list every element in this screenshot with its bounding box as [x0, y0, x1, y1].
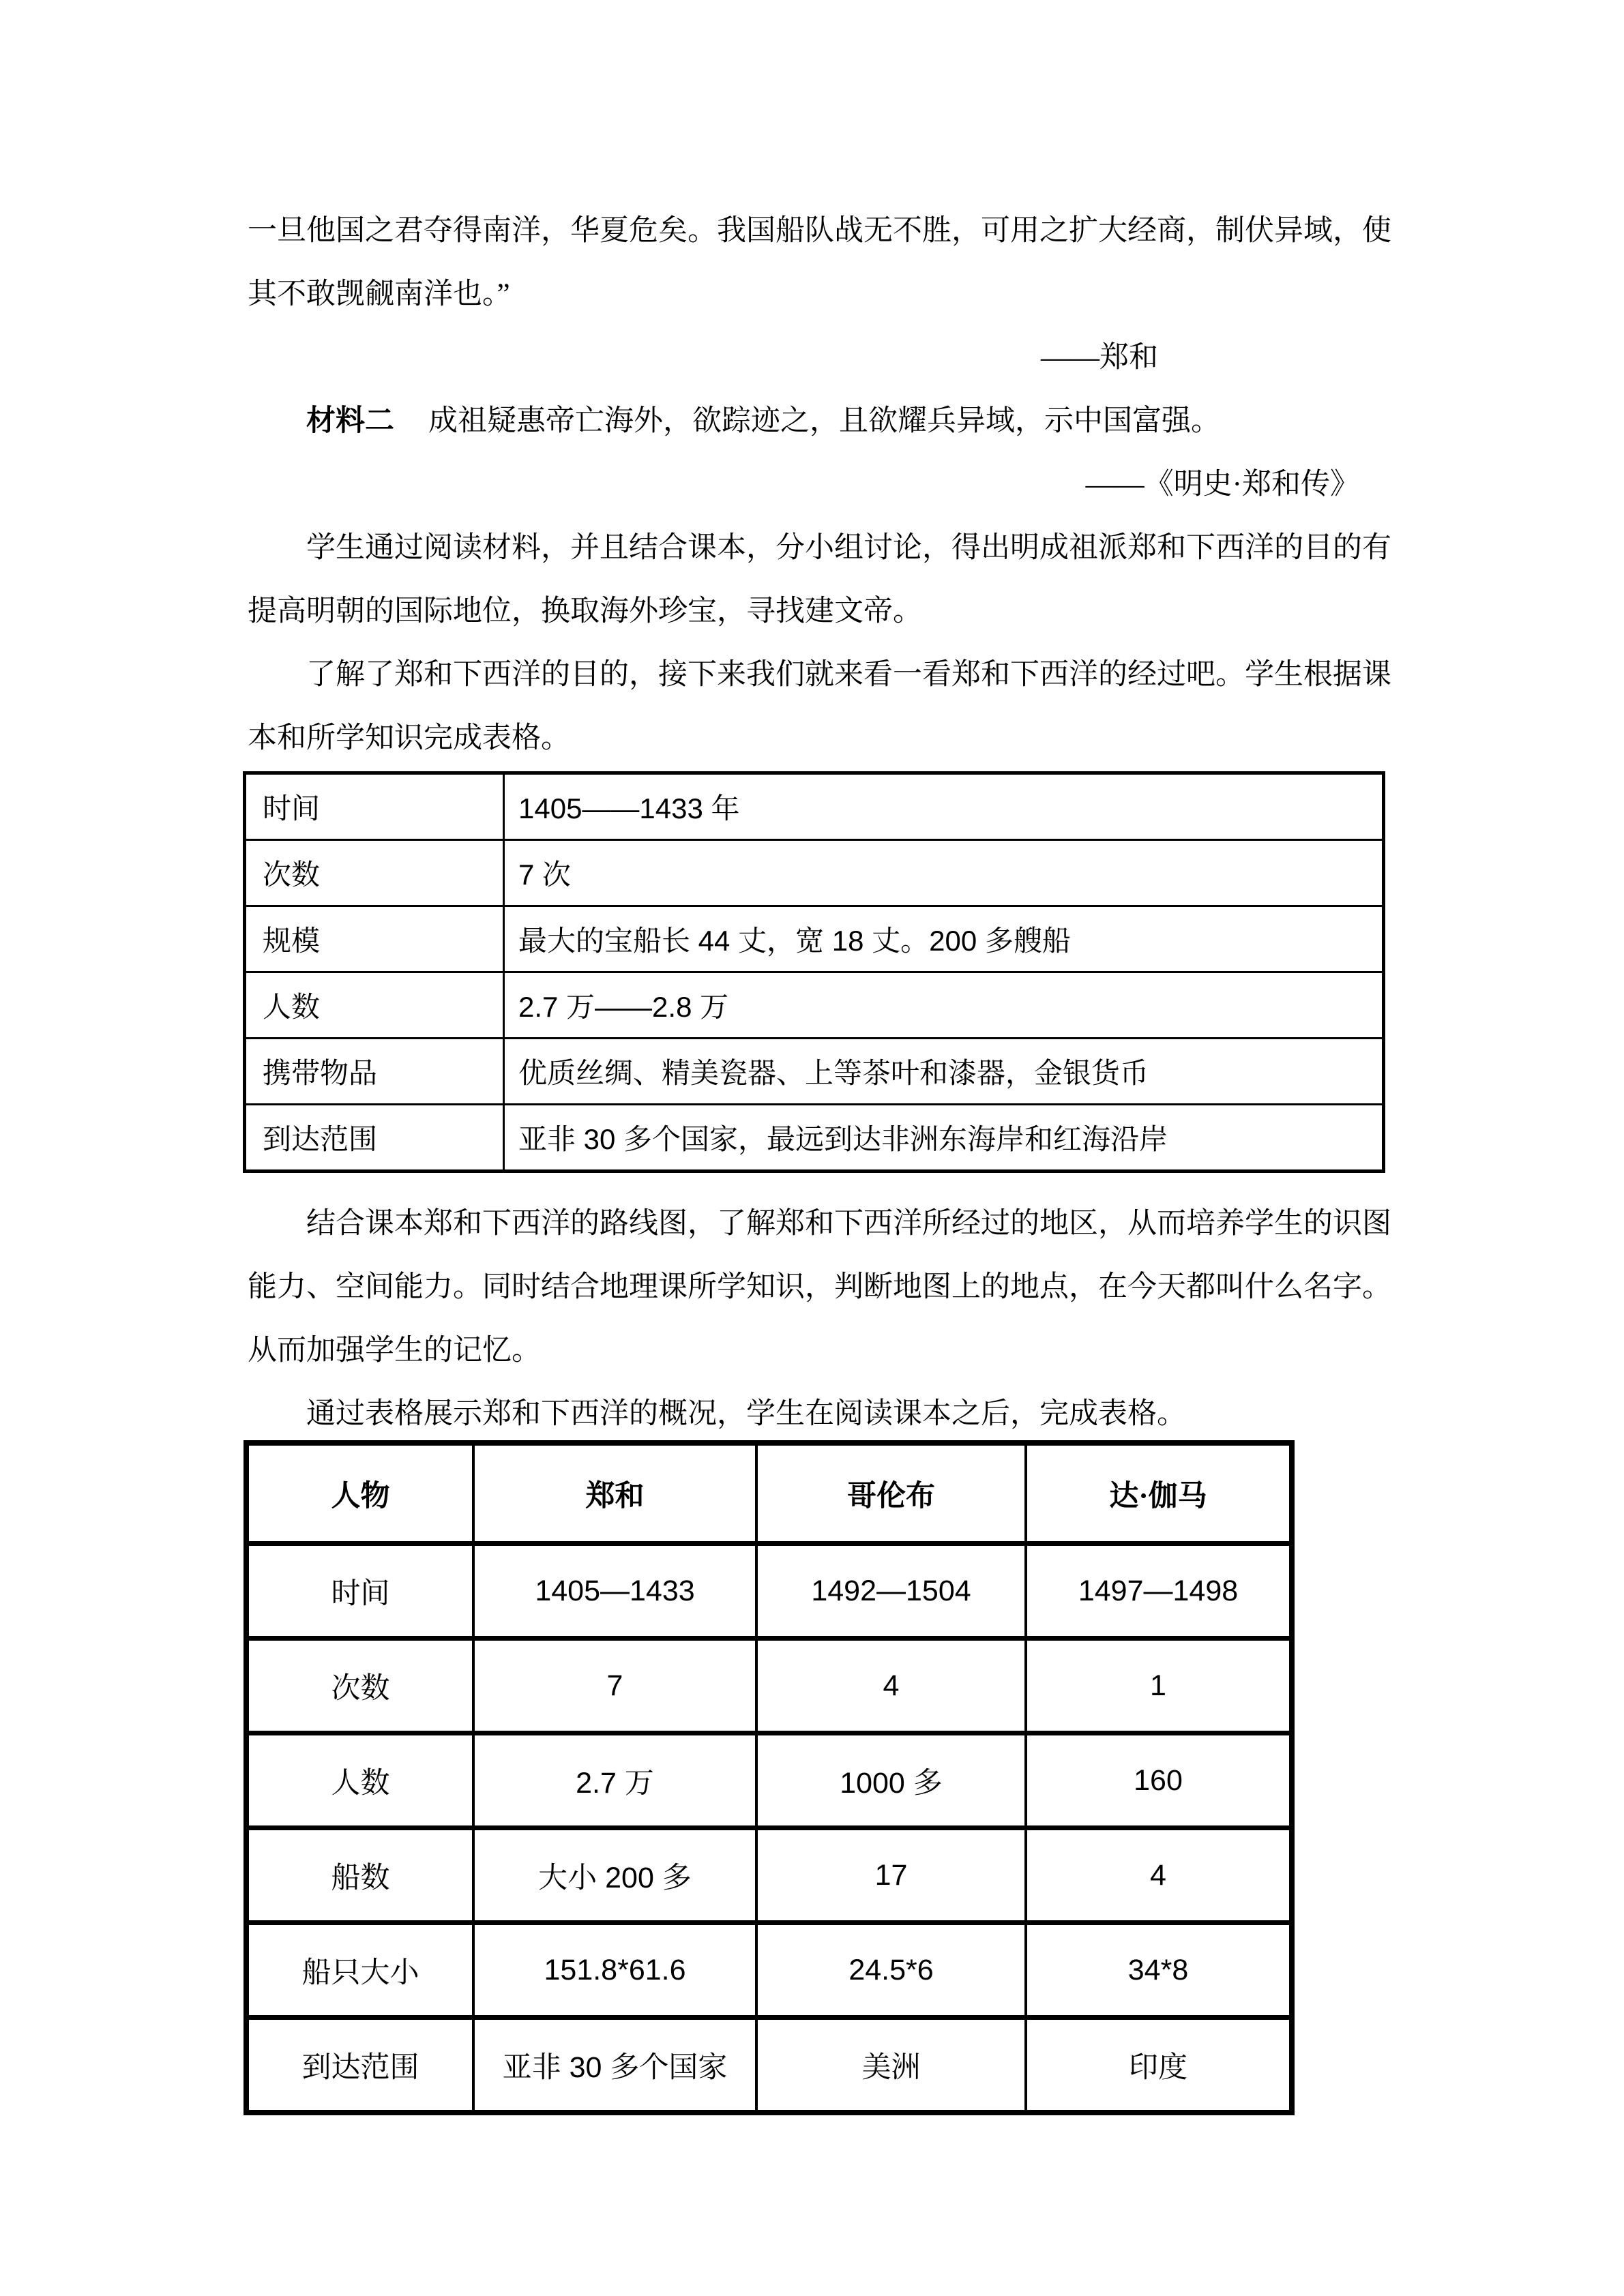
row-value: 2.7 万——2.8 万: [504, 972, 1384, 1039]
table-row: [246, 1544, 1292, 1639]
cell-columbus: 24.5*6: [756, 1923, 1026, 2018]
para-map-line-2: 能力、空间能力。同时结合地理课所学知识，判断地图上的地点，在今天都叫什么名字。: [248, 1271, 1391, 1303]
cell-columbus: 1000 多: [756, 1733, 1026, 1828]
table-row: [245, 972, 1384, 1039]
cell-zhenghe: 大小 200 多: [473, 1828, 756, 1923]
cell-zhenghe: 2.7 万: [473, 1733, 756, 1828]
row-label: 到达范围: [245, 1105, 504, 1172]
cell-zhenghe: 151.8*61.6: [473, 1923, 756, 2018]
cell-columbus: 4: [756, 1639, 1026, 1733]
quote-line-2: 其不敢觊觎南洋也。”: [248, 278, 510, 310]
quote-attribution: ——郑和: [1041, 342, 1158, 374]
cell-dagama: 4: [1026, 1828, 1292, 1923]
cell-zhenghe: 亚非 30 多个国家: [473, 2018, 756, 2113]
para-process-line-2: 本和所学知识完成表格。: [248, 722, 570, 754]
table-row: [245, 1039, 1384, 1105]
table-row: [246, 1639, 1292, 1733]
row-label: 规模: [245, 906, 504, 972]
material2-line: [248, 389, 1380, 453]
row-label: 到达范围: [246, 2018, 473, 2113]
material2-attribution: ——《明史·郑和传》: [1085, 468, 1359, 501]
voyage-summary-table: [243, 771, 1385, 1173]
row-label: 人数: [246, 1733, 473, 1828]
cell-columbus: 美洲: [756, 2018, 1026, 2113]
cell-zhenghe: 1405—1433: [473, 1544, 756, 1639]
cell-dagama: 印度: [1026, 2018, 1292, 2113]
para-map-line-3: 从而加强学生的记忆。: [248, 1335, 541, 1367]
row-label: 次数: [246, 1639, 473, 1733]
row-value: 亚非 30 多个国家，最远到达非洲东海岸和红海沿岸: [504, 1105, 1384, 1172]
row-label: 船数: [246, 1828, 473, 1923]
header-cell: 郑和: [473, 1443, 756, 1544]
row-label: 时间: [245, 773, 504, 840]
cell-zhenghe: 7: [473, 1639, 756, 1733]
para-purpose-line-2: 提高明朝的国际地位，换取海外珍宝，寻找建文帝。: [248, 595, 922, 627]
table-row: [245, 773, 1384, 840]
table-row: [245, 840, 1384, 906]
table-row: [246, 1733, 1292, 1828]
row-value: 7 次: [504, 840, 1384, 906]
row-value: 1405——1433 年: [504, 773, 1384, 840]
para-purpose-line-1: 学生通过阅读材料，并且结合课本，分小组讨论，得出明成祖派郑和下西洋的目的有: [306, 532, 1391, 564]
table-row: [245, 906, 1384, 972]
page-content: [248, 199, 1391, 2115]
table-row: [246, 1923, 1292, 2018]
cell-dagama: 1: [1026, 1639, 1292, 1733]
row-value: 优质丝绸、精美瓷器、上等茶叶和漆器，金银货币: [504, 1039, 1384, 1105]
cell-dagama: 34*8: [1026, 1923, 1292, 2018]
row-label: 人数: [245, 972, 504, 1039]
para-table-intro: 通过表格展示郑和下西洋的概况，学生在阅读课本之后，完成表格。: [306, 1398, 1186, 1430]
cell-dagama: 160: [1026, 1733, 1292, 1828]
row-label: 船只大小: [246, 1923, 473, 2018]
row-label: 次数: [245, 840, 504, 906]
row-label: 时间: [246, 1544, 473, 1639]
row-value: 最大的宝船长 44 丈，宽 18 丈。200 多艘船: [504, 906, 1384, 972]
header-cell: 达·伽马: [1026, 1443, 1292, 1544]
row-label: 携带物品: [245, 1039, 504, 1105]
table-row: [246, 1828, 1292, 1923]
cell-columbus: 1492—1504: [756, 1544, 1026, 1639]
header-cell: 哥伦布: [756, 1443, 1026, 1544]
para-map-line-1: 结合课本郑和下西洋的路线图，了解郑和下西洋所经过的地区，从而培养学生的识图: [306, 1208, 1391, 1240]
table-header-row: [246, 1443, 1292, 1544]
header-cell: 人物: [246, 1443, 473, 1544]
material2-text: 成祖疑惠帝亡海外，欲踪迹之，且欲耀兵异域，示中国富强。: [428, 405, 1220, 437]
table-row: [246, 2018, 1292, 2113]
material2-label: 材料二: [306, 405, 394, 437]
cell-columbus: 17: [756, 1828, 1026, 1923]
para-process-line-1: 了解了郑和下西洋的目的，接下来我们就来看一看郑和下西洋的经过吧。学生根据课: [306, 659, 1391, 691]
cell-dagama: 1497—1498: [1026, 1544, 1292, 1639]
table-row: [245, 1105, 1384, 1172]
quote-line-1: 一旦他国之君夺得南洋，华夏危矣。我国船队战无不胜，可用之扩大经商，制伏异域，使: [248, 215, 1391, 247]
explorer-comparison-table: [243, 1440, 1295, 2115]
